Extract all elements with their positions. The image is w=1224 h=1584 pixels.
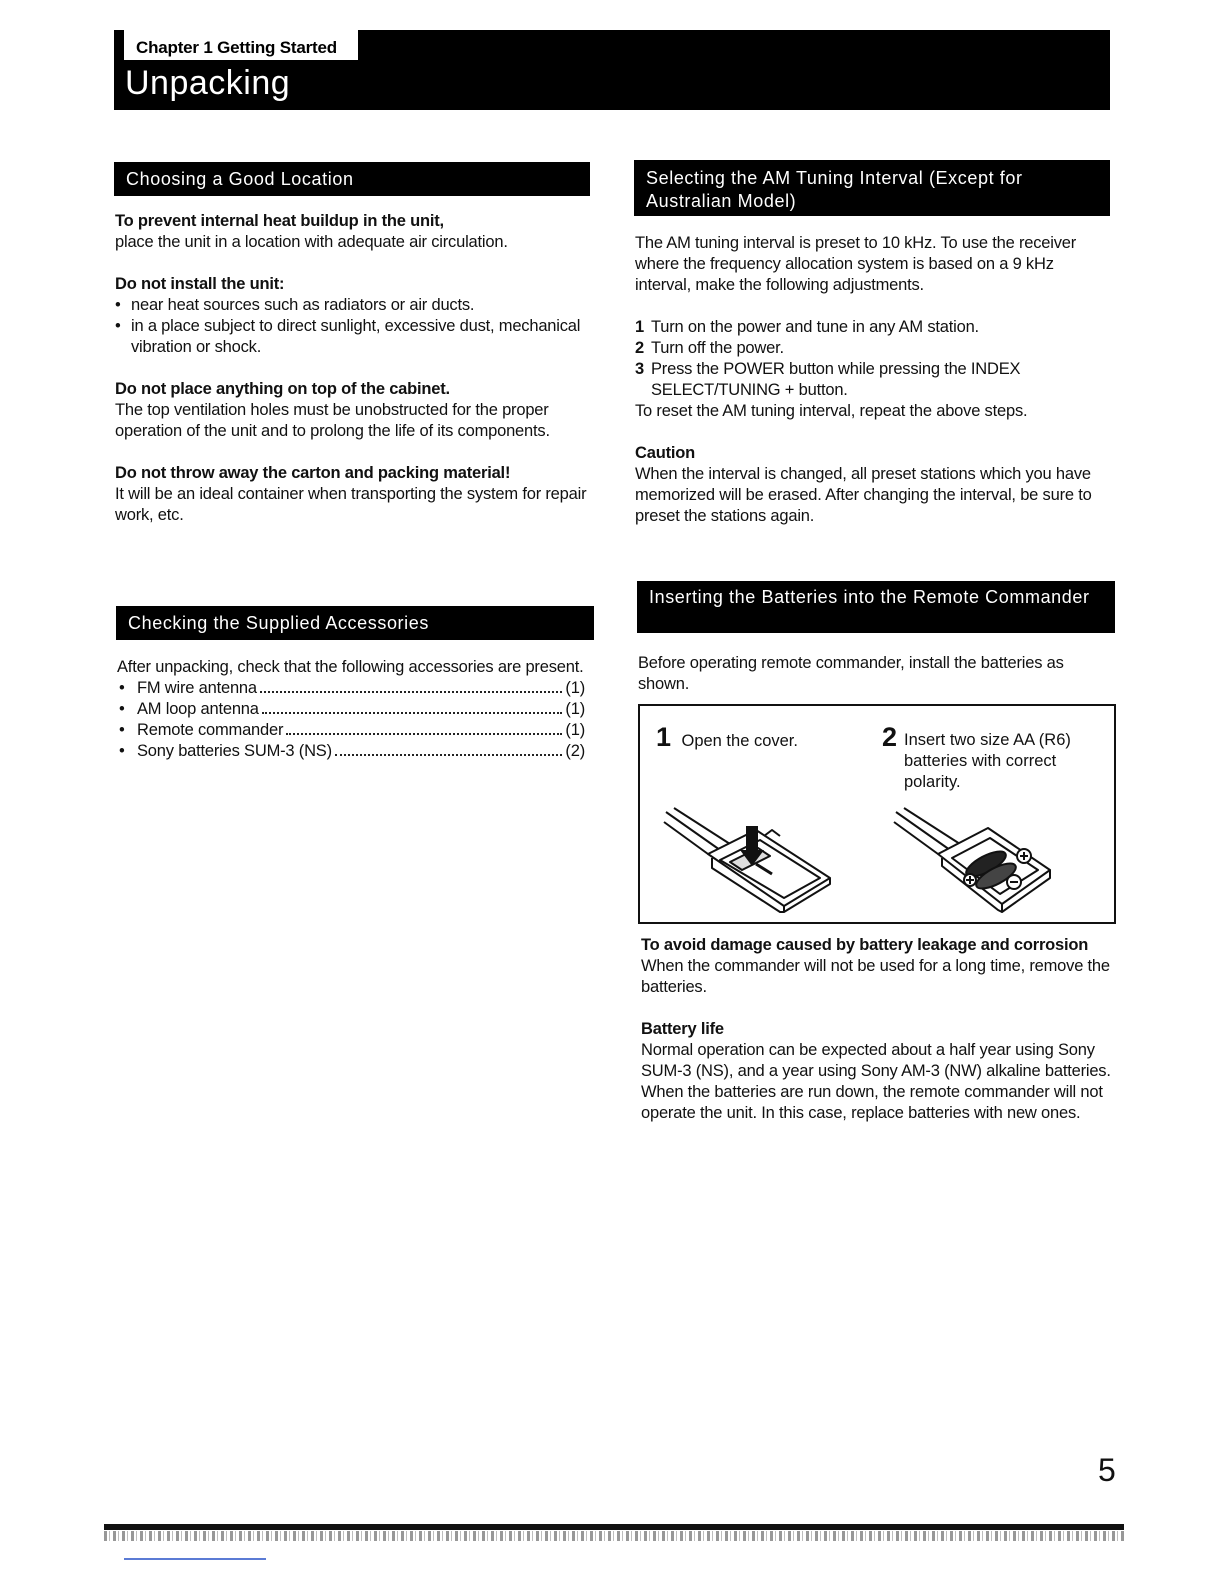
battery-life-text: Normal operation can be expected about a half year using Sony SUM-3 (NS), and a year using Sony AM-3 (NW) alkaline batteries. [641,1041,1111,1080]
accessory-qty: (1) [565,679,585,697]
remote-insert-batteries-illustration [892,806,1072,916]
accessory-name: • Sony batteries SUM-3 (NS) [137,742,332,760]
place-title: Do not place anything on top of the cabinet. [115,380,450,398]
accessory-name: • AM loop antenna [137,700,259,718]
batteries-intro: Before operating remote commander, install the batteries as shown. [638,654,1064,693]
footer-rule [104,1524,1124,1530]
page-title: Unpacking [125,64,291,102]
page-number: 5 [1098,1452,1116,1488]
carton-title: Do not throw away the carton and packing material! [115,464,511,482]
install-item: • in a place subject to direct sunlight, excessive dust, mechanical vibration or shock. [115,316,595,358]
footer-scan-noise [104,1531,1124,1541]
batteries-notes [641,935,1111,1124]
accessory-qty: (2) [565,742,585,760]
step-1-number: 1 [656,722,672,752]
location-section-body [115,211,595,526]
accessory-item [117,678,585,699]
accessories-section-body [117,657,585,762]
chapter-label-text: Chapter 1 Getting Started [136,38,337,57]
am-tuning-section-body [635,233,1113,527]
leakage-title: To avoid damage caused by battery leakage and corrosion [641,936,1089,954]
battery-life-title: Battery life [641,1020,724,1038]
section-heading-am-tuning: Selecting the AM Tuning Interval (Except for Australian Model) [634,160,1110,216]
battery-life-text-2: When the batteries are run down, the remote commander will not operate the unit. In this case, replace batteries with new ones. [641,1083,1103,1122]
leakage-text: When the commander will not be used for a long time, remove the batteries. [641,957,1110,996]
accessory-name: • Remote commander [137,721,284,739]
battery-illustration-box [638,704,1116,924]
install-item: • near heat sources such as radiators or air ducts. [115,295,595,316]
am-reset-note: To reset the AM tuning interval, repeat the above steps. [635,402,1028,420]
heat-text: place the unit in a location with adequate air circulation. [115,233,508,251]
am-step: 3 Press the POWER button while pressing the INDEX SELECT/TUNING + button. [635,360,1021,399]
chapter-label [114,30,358,60]
step-2-number: 2 [882,722,898,752]
am-step: 1 Turn on the power and tune in any AM station. [635,318,979,336]
accessory-qty: (1) [565,721,585,739]
caution-text: When the interval is changed, all preset stations which you have memorized will be erased. After changing the interval, be sure to preset the stations again. [635,465,1092,525]
am-tuning-intro: The AM tuning interval is preset to 10 kHz. To use the receiver where the frequency allocation system is based on a 9 kHz interval, make the following adjustments. [635,234,1077,294]
accessories-intro: After unpacking, check that the following accessories are present. [117,658,584,676]
remote-open-cover-illustration [660,806,840,916]
install-title: Do not install the unit: [115,275,285,293]
step-1-text: Open the cover. [681,732,798,750]
place-text: The top ventilation holes must be unobstructed for the proper operation of the unit and to prolong the life of its components. [115,401,550,440]
carton-text: It will be an ideal container when transporting the system for repair work, etc. [115,485,587,524]
accessory-item [117,741,585,762]
caution-title: Caution [635,444,696,462]
step-2-text: Insert two size AA (R6) batteries with correct polarity. [904,731,1071,791]
accessory-qty: (1) [565,700,585,718]
heat-title: To prevent internal heat buildup in the unit, [115,212,444,230]
am-step: 2 Turn off the power. [635,339,784,357]
section-heading-batteries: Inserting the Batteries into the Remote Commander [637,581,1115,633]
section-heading-location: Choosing a Good Location [114,162,590,196]
accessory-item [117,699,585,720]
accessory-name: • FM wire antenna [137,679,257,697]
accessory-item [117,720,585,741]
section-heading-accessories: Checking the Supplied Accessories [116,606,594,640]
footer-link-underline[interactable] [124,1558,266,1560]
battery-step-1 [656,722,856,753]
